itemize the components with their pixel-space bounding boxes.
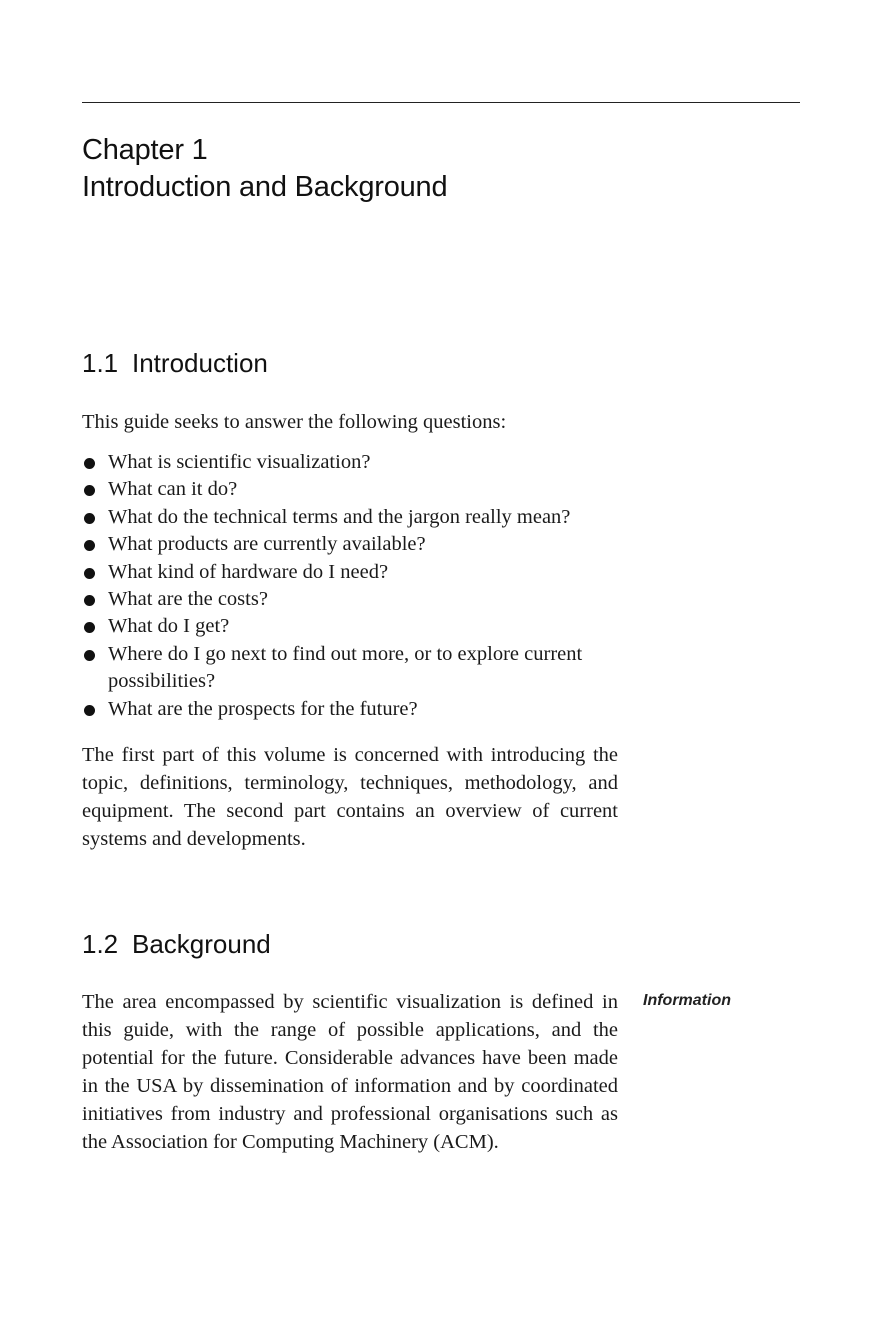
chapter-heading	[82, 132, 447, 206]
background-paragraph-text: The area encompassed by scientific visualization is defined in this guide, with the range of possible applications, and the potential for the future. Considerable advances have been made in the USA by dissemination of information and by coordinated initiatives from industry and professional organisations such as the Association for Computing Machinery (ACM).	[82, 991, 618, 1153]
top-rule	[82, 102, 800, 103]
section-title: Introduction	[132, 348, 268, 378]
margin-note: Information	[643, 992, 731, 1009]
list-item: What is scientific visualization?	[82, 449, 642, 476]
list-item: What products are currently available?	[82, 531, 642, 558]
intro-paragraph-text: The first part of this volume is concerned with introducing the topic, definitions, terminology, techniques, methodology, and equipment. The second part contains an overview of current systems and developments.	[82, 744, 618, 850]
list-item: What do the technical terms and the jargon really mean?	[82, 504, 642, 531]
list-item: What can it do?	[82, 476, 642, 503]
section-title: Background	[132, 929, 271, 959]
question-list	[82, 449, 642, 723]
intro-lead-paragraph	[82, 408, 618, 436]
chapter-number: Chapter 1	[82, 134, 208, 166]
section-heading-introduction	[82, 347, 268, 379]
list-item: What kind of hardware do I need?	[82, 559, 642, 586]
list-item: Where do I go next to find out more, or to explore current possibilities?	[82, 641, 618, 696]
chapter-title: Introduction and Background	[82, 171, 448, 203]
section-heading-background	[82, 928, 271, 960]
intro-paragraph	[82, 741, 618, 853]
intro-lead-text: This guide seeks to answer the following questions:	[82, 411, 507, 433]
list-item: What are the costs?	[82, 586, 642, 613]
list-item: What are the prospects for the future?	[82, 696, 642, 723]
list-item: What do I get?	[82, 613, 642, 640]
section-number: 1.1	[82, 348, 119, 378]
section-number: 1.2	[82, 929, 119, 959]
background-paragraph	[82, 988, 618, 1156]
